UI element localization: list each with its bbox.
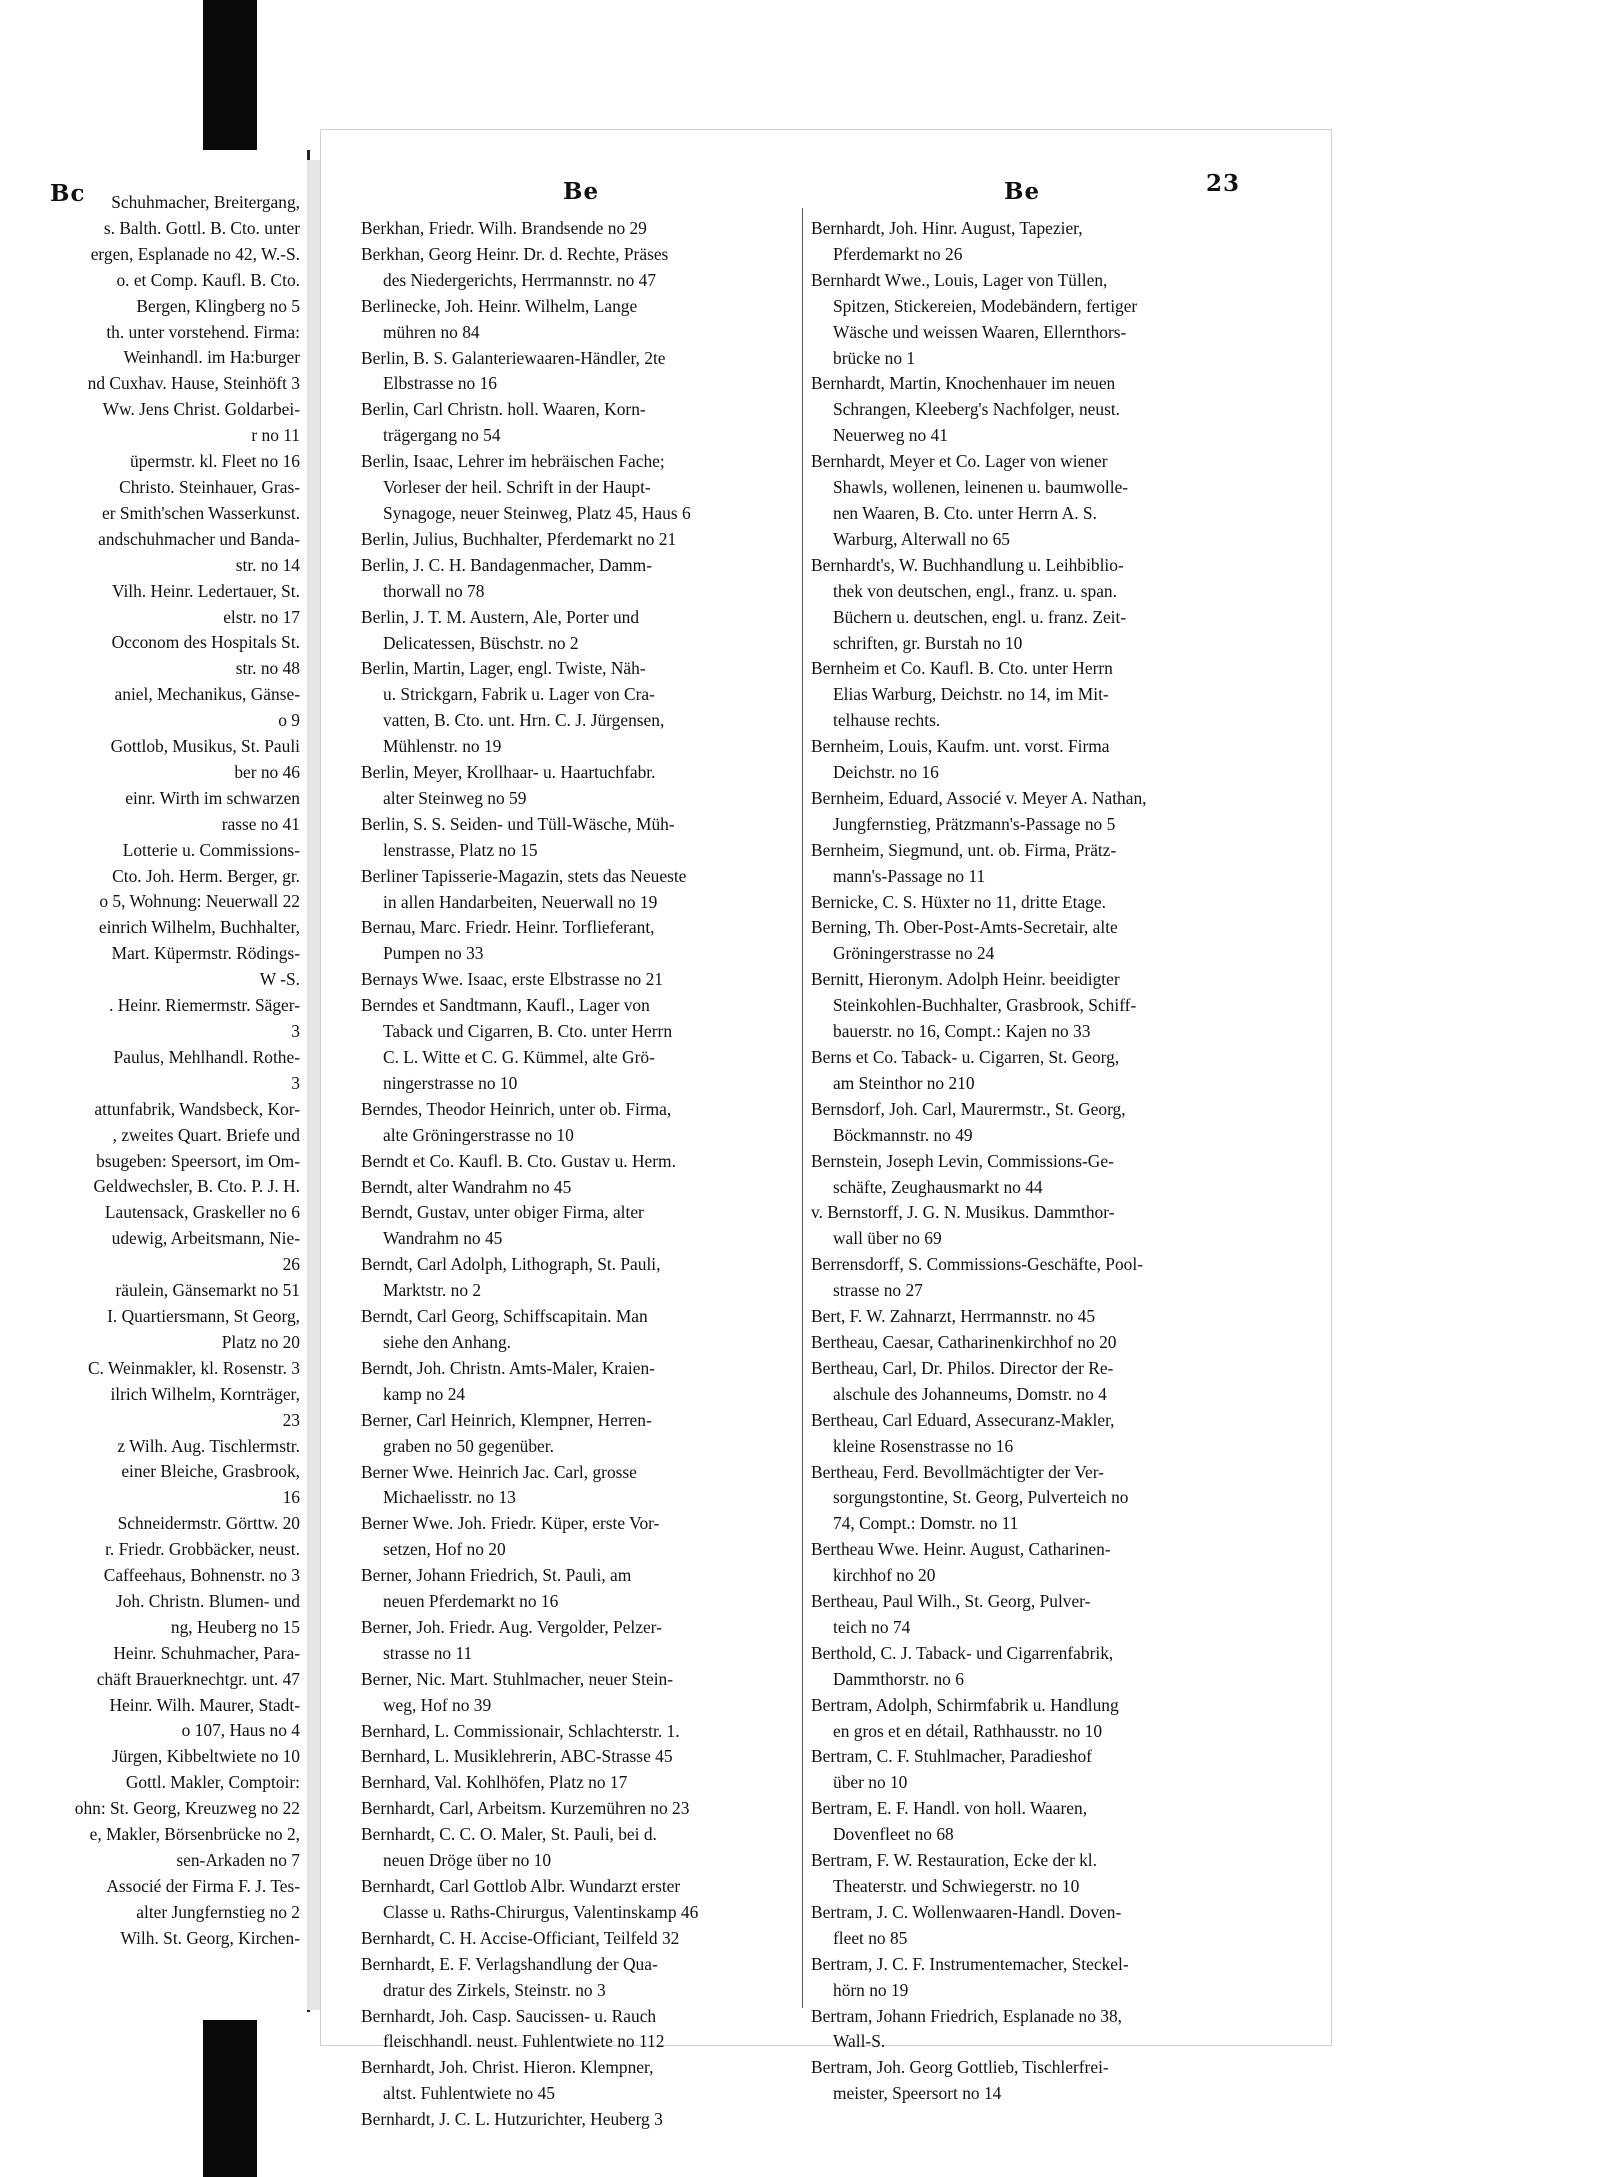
directory-line: Marktstr. no 2 (383, 1280, 482, 1301)
binding-tab-bottom (203, 2020, 257, 2177)
directory-line: r. Friedr. Grobbäcker, neust. (105, 1539, 300, 1560)
directory-line: en gros et en détail, Rathhausstr. no 10 (833, 1720, 1103, 1741)
directory-line: schriften, gr. Burstah no 10 (833, 632, 1023, 653)
directory-line: Bertheau, Ferd. Bevollmächtigter der Ver- (811, 1461, 1104, 1482)
directory-line: altst. Fuhlentwiete no 45 (383, 2083, 555, 2104)
directory-line: Vilh. Heinr. Ledertauer, St. (111, 580, 300, 601)
directory-line: Vorleser der heil. Schrift in der Haupt- (383, 477, 651, 498)
directory-line: thek von deutschen, engl., franz. u. span. (833, 580, 1117, 601)
directory-line: Bernitt, Hieronym. Adolph Heinr. beeidigter (811, 969, 1120, 990)
directory-line: Dammthorstr. no 6 (833, 1668, 964, 1689)
directory-line: fleet no 85 (833, 1927, 908, 1948)
directory-line: Wall-S. (833, 2031, 886, 2052)
directory-line: 26 (282, 1254, 300, 1275)
directory-line: Berlin, S. S. Seiden- und Tüll-Wäsche, Müh- (361, 813, 675, 834)
directory-line: kleine Rosenstrasse no 16 (833, 1435, 1014, 1456)
directory-line: I. Quartiersmann, St Georg, (107, 1305, 300, 1326)
directory-line: nd Cuxhav. Hause, Steinhöft 3 (87, 373, 300, 394)
directory-line: Paulus, Mehlhandl. Rothe- (113, 1046, 300, 1067)
directory-line: Bernhard, L. Commissionair, Schlachterstr. 1. (361, 1720, 680, 1741)
directory-line: Bernhardt, C. H. Accise-Officiant, Teilfeld 32 (361, 1927, 680, 1948)
directory-line: Wilh. St. Georg, Kirchen- (120, 1927, 300, 1948)
directory-line: vatten, B. Cto. unt. Hrn. C. J. Jürgensen, (383, 710, 665, 731)
directory-line: Berner, Nic. Mart. Stuhlmacher, neuer Stein- (361, 1668, 674, 1689)
directory-line: o 5, Wohnung: Neuerwall 22 (99, 891, 300, 912)
directory-line: Caffeehaus, Bohnenstr. no 3 (103, 1565, 300, 1586)
directory-line: Berner, Carl Heinrich, Klempner, Herren- (361, 1409, 652, 1430)
directory-line: 74, Compt.: Domstr. no 11 (833, 1513, 1019, 1534)
binding-tab-top (203, 0, 257, 150)
directory-line: Berkhan, Friedr. Wilh. Brandsende no 29 (361, 218, 647, 238)
directory-line: schäfte, Zeughausmarkt no 44 (833, 1176, 1043, 1197)
directory-line: Böckmannstr. no 49 (833, 1124, 973, 1145)
directory-line: r no 11 (251, 425, 300, 446)
directory-line: dratur des Zirkels, Steinstr. no 3 (383, 1979, 606, 2000)
directory-line: Bernhardt, Carl Gottlob Albr. Wundarzt erster (361, 1876, 681, 1896)
directory-line: Berndt, Joh. Christn. Amts-Maler, Kraien- (361, 1357, 655, 1378)
directory-line: th. unter vorstehend. Firma: (106, 321, 300, 342)
directory-line: Bertram, Joh. Georg Gottlieb, Tischlerfrei- (811, 2057, 1109, 2078)
directory-line: Theaterstr. und Schwiegerstr. no 10 (833, 1876, 1080, 1896)
directory-line: Spitzen, Stickereien, Modebändern, fertiger (833, 295, 1138, 316)
directory-line: o 107, Haus no 4 (181, 1720, 300, 1741)
directory-line: strasse no 11 (383, 1642, 473, 1663)
directory-line: Cto. Joh. Herm. Berger, gr. (112, 865, 300, 886)
directory-line: Berndt, Gustav, unter obiger Firma, alter (361, 1202, 644, 1223)
directory-line: Ww. Jens Christ. Goldarbei- (102, 399, 300, 420)
right-page (321, 130, 1331, 2130)
directory-line: Bertram, Adolph, Schirmfabrik u. Handlung (811, 1694, 1119, 1715)
directory-line: Bernhardt, Joh. Christ. Hieron. Klempner, (361, 2057, 654, 2078)
directory-line: W -S. (259, 969, 300, 990)
directory-line: Neuerweg no 41 (833, 425, 948, 446)
directory-line: teich no 74 (833, 1616, 911, 1637)
directory-line: einrich Wilhelm, Buchhalter, (98, 917, 300, 938)
directory-line: Mart. Küpermstr. Rödings- (111, 943, 300, 964)
directory-line: Bernheim, Louis, Kaufm. unt. vorst. Firma (811, 736, 1110, 757)
directory-line: Berner, Johann Friedrich, St. Pauli, am (361, 1565, 632, 1586)
directory-line: o 9 (278, 710, 300, 731)
directory-line: Classe u. Raths-Chirurgus, Valentinskamp 46 (383, 1901, 699, 1922)
directory-line: Bernhardt, J. C. L. Hutzurichter, Heuberg 3 (361, 2109, 663, 2130)
directory-line: bauerstr. no 16, Compt.: Kajen no 33 (833, 1021, 1091, 1042)
directory-line: Synagoge, neuer Steinweg, Platz 45, Haus 6 (383, 502, 691, 523)
directory-line: Berlin, Martin, Lager, engl. Twiste, Näh- (361, 658, 646, 679)
directory-line: Berndt, Carl Adolph, Lithograph, St. Pauli, (361, 1254, 661, 1275)
directory-line: räulein, Gänsemarkt no 51 (115, 1280, 300, 1301)
directory-line: rasse no 41 (221, 813, 300, 834)
directory-line: über no 10 (833, 1772, 908, 1793)
directory-line: wall über no 69 (833, 1228, 942, 1249)
directory-line: str. no 48 (235, 658, 300, 679)
directory-column-2 (811, 216, 1263, 2107)
directory-line: Dovenfleet no 68 (833, 1824, 954, 1845)
directory-line: Steinkohlen-Buchhalter, Grasbrook, Schiff- (833, 995, 1137, 1016)
directory-line: Taback und Cigarren, B. Cto. unter Herrn (383, 1021, 673, 1042)
directory-line: o. et Comp. Kaufl. B. Cto. (116, 269, 300, 290)
directory-line: alter Jungfernstieg no 2 (136, 1901, 300, 1922)
directory-line: lenstrasse, Platz no 15 (383, 839, 538, 860)
directory-line: chäft Brauerknechtgr. unt. 47 (96, 1668, 300, 1689)
directory-line: ilrich Wilhelm, Kornträger, (110, 1383, 300, 1404)
directory-line: Berning, Th. Ober-Post-Amts-Secretair, alte (811, 917, 1118, 938)
directory-line: attunfabrik, Wandsbeck, Kor- (94, 1098, 300, 1119)
directory-line: Pferdemarkt no 26 (833, 243, 963, 264)
directory-line: Lotterie u. Commissions- (122, 839, 300, 860)
directory-line: Berndt, Carl Georg, Schiffscapitain. Man (361, 1306, 648, 1327)
directory-line: Christo. Steinhauer, Gras- (119, 476, 300, 497)
directory-line: Bertram, Johann Friedrich, Esplanade no 38, (811, 2005, 1123, 2026)
directory-line: v. Bernstorff, J. G. N. Musikus. Dammthor- (811, 1202, 1115, 1223)
directory-line: Pumpen no 33 (383, 943, 484, 964)
directory-line: Bertheau Wwe. Heinr. August, Catharinen- (811, 1539, 1111, 1560)
directory-line: Schuhmacher, Breitergang, (111, 192, 300, 212)
directory-line: Platz no 20 (221, 1331, 300, 1352)
directory-line: einr. Wirth im schwarzen (125, 787, 300, 808)
directory-line: Joh. Christn. Blumen- und (115, 1590, 300, 1611)
directory-line: Berlin, Isaac, Lehrer im hebräischen Fache; (361, 451, 665, 472)
directory-line: Deichstr. no 16 (833, 762, 939, 783)
directory-line: Bernhardt, C. C. O. Maler, St. Pauli, bei d. (361, 1824, 657, 1845)
directory-line: Gröningerstrasse no 24 (833, 943, 995, 964)
directory-line: alter Steinweg no 59 (383, 787, 527, 808)
directory-line: Berner Wwe. Heinrich Jac. Carl, grosse (361, 1461, 637, 1482)
directory-line: Bernhard, Val. Kohlhöfen, Platz no 17 (361, 1772, 628, 1793)
directory-line: Schrangen, Kleeberg's Nachfolger, neust. (833, 399, 1121, 420)
directory-line: graben no 50 gegenüber. (383, 1435, 554, 1456)
directory-line: Bertram, J. C. F. Instrumentemacher, Steckel- (811, 1953, 1129, 1974)
directory-line: Bernau, Marc. Friedr. Heinr. Torflieferant, (361, 917, 655, 938)
directory-line: Bertheau, Caesar, Catharinenkirchhof no 20 (811, 1331, 1117, 1352)
directory-line: Berlin, Meyer, Krollhaar- u. Haartuchfabr. (361, 762, 656, 783)
directory-line: str. no 14 (235, 554, 300, 575)
directory-line: Bertram, C. F. Stuhlmacher, Paradieshof (811, 1746, 1092, 1767)
directory-line: thorwall no 78 (383, 580, 485, 601)
directory-line: Bernhardt, Carl, Arbeitsm. Kurzemühren no 23 (361, 1798, 690, 1819)
directory-line: Schneidermstr. Görttw. 20 (117, 1513, 300, 1534)
directory-line: Michaelisstr. no 13 (383, 1487, 516, 1508)
directory-line: einer Bleiche, Grasbrook, (121, 1461, 300, 1482)
directory-line: meister, Speersort no 14 (833, 2083, 1002, 2104)
directory-line: Berthold, C. J. Taback- und Cigarrenfabrik, (811, 1642, 1114, 1663)
directory-line: Bernsdorf, Joh. Carl, Maurermstr., St. Georg, (811, 1098, 1126, 1119)
directory-line: . Heinr. Riemermstr. Säger- (109, 995, 300, 1016)
directory-line: Bernhardt, E. F. Verlagshandlung der Qua- (361, 1953, 658, 1974)
directory-line: Bernhardt's, W. Buchhandlung u. Leihbiblio- (811, 554, 1124, 575)
directory-line: Berlin, Carl Christn. holl. Waaren, Korn- (361, 399, 646, 420)
directory-line: Bertheau, Carl Eduard, Assecuranz-Makler, (811, 1409, 1115, 1430)
directory-line: Delicatessen, Büschstr. no 2 (383, 632, 579, 653)
directory-line: e, Makler, Börsenbrücke no 2, (89, 1824, 300, 1845)
right-page-header-left: Be (563, 178, 600, 205)
directory-line: Büchern u. deutschen, engl. u. franz. Zeit- (833, 606, 1127, 627)
directory-line: C. Weinmakler, kl. Rosenstr. 3 (87, 1357, 300, 1378)
directory-line: Weinhandl. im Ha:burger (123, 347, 300, 368)
directory-line: Bernhardt Wwe., Louis, Lager von Tüllen, (811, 269, 1108, 290)
directory-line: Bertram, J. C. Wollenwaaren-Handl. Doven- (811, 1901, 1122, 1922)
directory-line: ohn: St. Georg, Kreuzweg no 22 (74, 1798, 300, 1819)
directory-line: Bernhardt, Meyer et Co. Lager von wiener (811, 451, 1108, 472)
directory-line: Bertram, E. F. Handl. von holl. Waaren, (811, 1798, 1088, 1819)
directory-line: telhause rechts. (833, 710, 941, 731)
directory-line: Gottl. Makler, Comptoir: (125, 1772, 300, 1793)
directory-line: fleischhandl. neust. Fuhlentwiete no 112 (383, 2031, 665, 2052)
directory-line: ber no 46 (234, 761, 300, 782)
directory-line: Berlinecke, Joh. Heinr. Wilhelm, Lange (361, 295, 638, 316)
directory-line: Jungfernstieg, Prätzmann's-Passage no 5 (833, 813, 1116, 834)
directory-line: weg, Hof no 39 (383, 1694, 492, 1715)
directory-line: in allen Handarbeiten, Neuerwall no 19 (383, 891, 658, 912)
directory-line: Geldwechsler, B. Cto. P. J. H. (93, 1176, 300, 1197)
directory-line: Berliner Tapisserie-Magazin, stets das Neueste (361, 865, 687, 886)
directory-line: Berndes et Sandtmann, Kaufl., Lager von (361, 995, 650, 1016)
directory-line: 3 (291, 1021, 300, 1041)
directory-line: z Wilh. Aug. Tischlermstr. (117, 1435, 300, 1456)
directory-line: ergen, Esplanade no 42, W.-S. (90, 243, 300, 264)
directory-line: elstr. no 17 (223, 606, 300, 627)
directory-line: Bergen, Klingberg no 5 (136, 295, 300, 316)
directory-line: neuen Dröge über no 10 (383, 1850, 552, 1871)
directory-line: C. L. Witte et C. G. Kümmel, alte Grö- (383, 1047, 655, 1067)
directory-line: , zweites Quart. Briefe und (112, 1124, 300, 1145)
directory-line: 3 (291, 1072, 300, 1093)
directory-line: Heinr. Wilh. Maurer, Stadt- (109, 1694, 300, 1715)
directory-line: Jürgen, Kibbeltwiete no 10 (111, 1746, 300, 1767)
directory-line: trägergang no 54 (383, 425, 501, 446)
right-page-header-right: Be (1004, 178, 1041, 205)
directory-line: Bernays Wwe. Isaac, erste Elbstrasse no 21 (361, 969, 663, 990)
directory-line: Berner, Joh. Friedr. Aug. Vergolder, Pelzer- (361, 1616, 662, 1637)
directory-line: bsugeben: Speersort, im Om- (96, 1150, 300, 1171)
directory-line: strasse no 27 (833, 1280, 923, 1301)
directory-line: udewig, Arbeitsmann, Nie- (111, 1228, 300, 1249)
directory-line: Bernheim et Co. Kaufl. B. Cto. unter Herrn (811, 658, 1113, 679)
directory-line: Bertheau, Carl, Dr. Philos. Director der Re- (811, 1357, 1114, 1378)
directory-line: Berrensdorff, S. Commissions-Geschäfte, Pool- (811, 1254, 1143, 1275)
directory-line: Bert, F. W. Zahnarzt, Herrmannstr. no 45 (811, 1306, 1096, 1327)
directory-line: Bernhardt, Joh. Casp. Saucissen- u. Rauch (361, 2005, 657, 2026)
directory-line: Berlin, Julius, Buchhalter, Pferdemarkt no 21 (361, 528, 677, 549)
left-page (0, 150, 310, 2012)
directory-line: kirchhof no 20 (833, 1565, 936, 1586)
directory-line: nen Waaren, B. Cto. unter Herrn A. S. (833, 502, 1097, 523)
directory-line: er Smith'schen Wasserkunst. (102, 502, 300, 523)
directory-line: Bernhard, L. Musiklehrerin, ABC-Strasse 45 (361, 1746, 673, 1767)
directory-line: andschuhmacher und Banda- (98, 528, 300, 549)
directory-line: 23 (282, 1409, 300, 1430)
directory-line: Occonom des Hospitals St. (111, 632, 300, 653)
directory-line: des Niedergerichts, Herrmannstr. no 47 (383, 269, 657, 290)
directory-line: Berlin, J. C. H. Bandagenmacher, Damm- (361, 554, 653, 575)
directory-line: Berns et Co. Taback- u. Cigarren, St. Georg, (811, 1047, 1120, 1067)
directory-line: aniel, Mechanikus, Gänse- (114, 684, 300, 705)
directory-column-1 (361, 216, 809, 2133)
directory-line: 16 (282, 1487, 300, 1508)
directory-line: Bernstein, Joseph Levin, Commissions-Ge- (811, 1150, 1114, 1171)
directory-line: mann's-Passage no 11 (833, 865, 986, 886)
directory-line: Gottlob, Musikus, St. Pauli (110, 736, 300, 757)
directory-line: mühren no 84 (383, 321, 480, 342)
directory-line: Heinr. Schuhmacher, Para- (113, 1642, 300, 1663)
book-gutter (307, 160, 321, 2010)
directory-line: sen-Arkaden no 7 (176, 1850, 300, 1870)
directory-line: ningerstrasse no 10 (383, 1072, 518, 1093)
directory-line: setzen, Hof no 20 (383, 1539, 506, 1560)
directory-line: Berndt et Co. Kaufl. B. Cto. Gustav u. Herm. (361, 1150, 676, 1171)
directory-line: Bertram, F. W. Restauration, Ecke der kl. (811, 1850, 1097, 1871)
directory-line: Elbstrasse no 16 (383, 373, 497, 394)
directory-line: Bernhardt, Joh. Hinr. August, Tapezier, (811, 218, 1083, 238)
directory-line: hörn no 19 (833, 1979, 909, 2000)
directory-line: kamp no 24 (383, 1383, 466, 1404)
directory-line: Berkhan, Georg Heinr. Dr. d. Rechte, Präses (361, 243, 669, 264)
directory-line: Bernicke, C. S. Hüxter no 11, dritte Etage. (811, 891, 1106, 912)
directory-line: alschule des Johanneums, Domstr. no 4 (833, 1383, 1107, 1404)
directory-line: Lautensack, Graskeller no 6 (104, 1202, 300, 1223)
directory-line: Wäsche und weissen Waaren, Ellernthors- (833, 321, 1127, 342)
directory-line: Bernhardt, Martin, Knochenhauer im neuen (811, 373, 1116, 394)
directory-line: am Steinthor no 210 (833, 1072, 975, 1093)
page-number: 23 (1206, 170, 1241, 197)
directory-line: Shawls, wollenen, leinenen u. baumwolle- (833, 477, 1129, 498)
directory-line: u. Strickgarn, Fabrik u. Lager von Cra- (383, 684, 655, 705)
directory-line: s. Balth. Gottl. B. Cto. unter (103, 217, 300, 238)
directory-line: Elias Warburg, Deichstr. no 14, im Mit- (833, 684, 1109, 705)
directory-line: Associé der Firma F. J. Tes- (106, 1875, 300, 1896)
directory-line: Berlin, J. T. M. Austern, Ale, Porter und (361, 606, 640, 627)
directory-line: Warburg, Alterwall no 65 (833, 528, 1010, 549)
directory-line: alte Gröningerstrasse no 10 (383, 1124, 574, 1145)
directory-line: Bernheim, Siegmund, unt. ob. Firma, Prätz- (811, 839, 1117, 860)
directory-line: Berlin, B. S. Galanteriewaaren-Händler, 2te (361, 347, 666, 368)
directory-line: üpermstr. kl. Fleet no 16 (129, 451, 300, 472)
left-page-column (0, 150, 300, 1952)
directory-line: brücke no 1 (833, 347, 916, 368)
directory-line: Bernheim, Eduard, Associé v. Meyer A. Nathan, (811, 787, 1147, 808)
directory-line: Bertheau, Paul Wilh., St. Georg, Pulver- (811, 1591, 1091, 1612)
directory-line: neuen Pferdemarkt no 16 (383, 1591, 559, 1612)
directory-line: siehe den Anhang. (383, 1331, 511, 1352)
left-page-header: Bc (50, 180, 86, 207)
directory-line: Mühlenstr. no 19 (383, 736, 502, 757)
directory-line: Berndes, Theodor Heinrich, unter ob. Firma, (361, 1098, 672, 1119)
directory-line: Wandrahm no 45 (383, 1228, 503, 1249)
directory-line: sorgungstontine, St. Georg, Pulverteich no (833, 1487, 1129, 1508)
directory-line: Berndt, alter Wandrahm no 45 (361, 1176, 572, 1197)
directory-line: Berner Wwe. Joh. Friedr. Küper, erste Vor- (361, 1513, 660, 1534)
directory-line: ng, Heuberg no 15 (170, 1616, 300, 1637)
